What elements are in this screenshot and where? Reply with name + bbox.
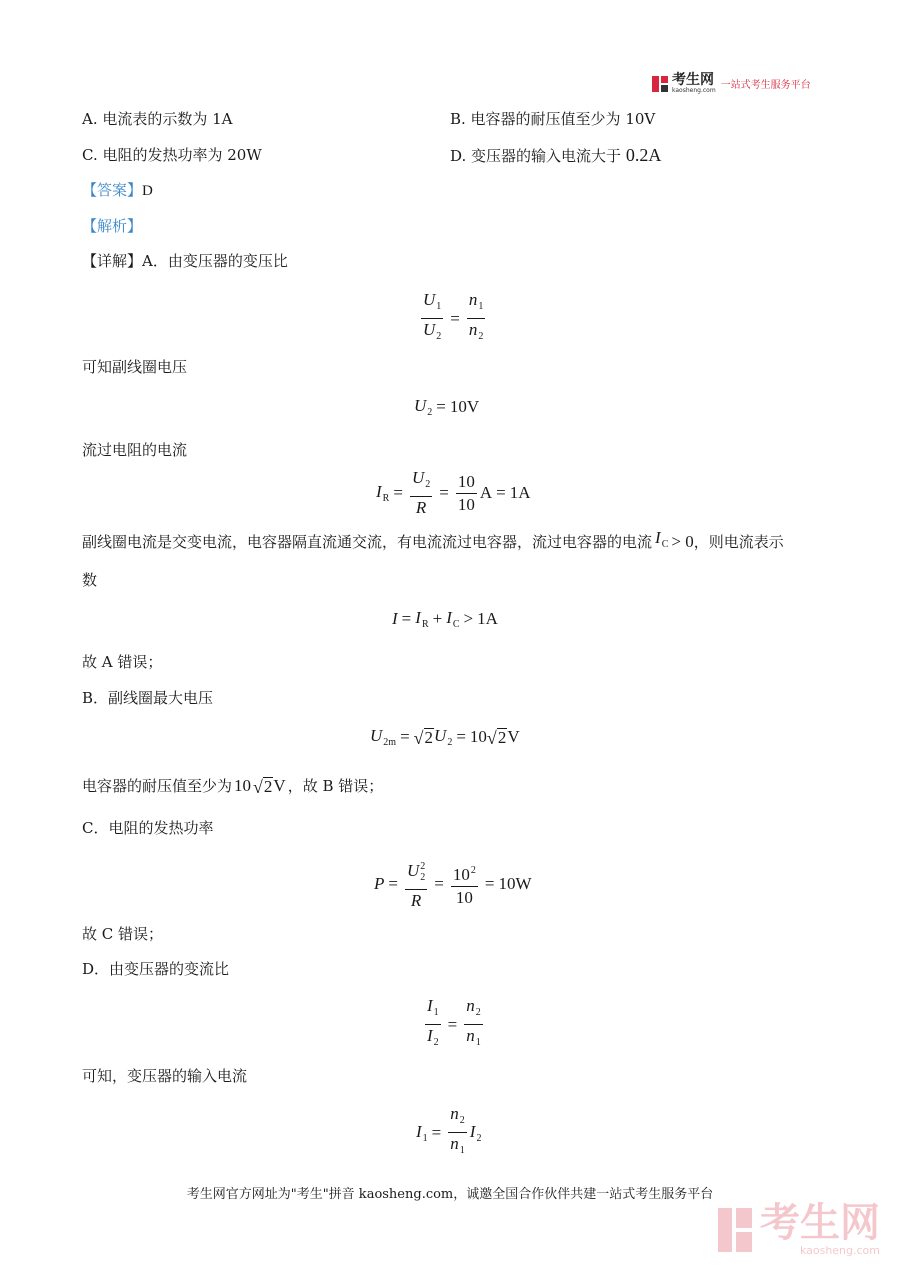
- equation-current-ratio: $\frac{I_1}{I_2}$ = $\frac{n_2}{n_1}$: [427, 996, 481, 1048]
- detail-a: A．由变压器的变压比: [142, 252, 288, 270]
- equation-total-current: I = $I_R$ + $I_C$ > 1A: [392, 608, 498, 630]
- equation-i1: $I_1$ = $\frac{n_2}{n_1}$ $I_2$: [416, 1104, 482, 1156]
- text-secondary-voltage: 可知副线圈电压: [82, 358, 188, 376]
- option-c: C. 电阻的发热功率为 20W: [82, 146, 262, 164]
- text-resistor-current: 流过电阻的电流: [82, 441, 188, 459]
- watermark-text: 考生网: [760, 1200, 880, 1246]
- detail-line: [82, 251, 288, 271]
- option-d-value: 0.2A: [625, 145, 662, 165]
- text-ac-current: 副线圈电流是交变电流，电容器隔直流通交流，有电流流过电容器，流过电容器的电流 $I_C$ > 0 ，则电流表示: [82, 528, 784, 551]
- header-logo: [651, 73, 811, 94]
- logo-slogan: 一站式考生服务平台: [720, 80, 811, 91]
- analysis-label: 【解析】: [82, 217, 143, 235]
- watermark-logo-icon: [716, 1204, 756, 1256]
- equation-voltage-ratio: $\frac{U_1}{U_2}$ = $\frac{n_1}{n_2}$: [423, 290, 484, 342]
- answer-label: 【答案】: [82, 181, 143, 199]
- conclusion-a: 故 A 错误；: [82, 653, 163, 671]
- equation-u2m: $U_{2m}$ = √ 2 $U_2$ = 10 √ 2 V: [370, 726, 520, 748]
- answer-value: D: [142, 183, 153, 199]
- equation-power: P = $\frac{U^2_2}{R}$ = $\frac{10^2}{10}$ = 10W: [374, 857, 532, 911]
- text-b-conclusion: 电容器的耐压值至少为 10 √ 2 V ，故 B 错误；: [82, 776, 384, 797]
- answer-line: [82, 180, 153, 201]
- equation-u2: $U_2$ = 10V: [414, 396, 480, 418]
- logo-brand: 考生网: [672, 72, 714, 88]
- conclusion-c: 故 C 错误；: [82, 925, 164, 943]
- option-d: D. 变压器的输入电流大于 0.2A: [450, 145, 662, 165]
- c-heading: C．电阻的发热功率: [82, 819, 214, 837]
- text-ac-current-cont: 数: [82, 571, 98, 589]
- option-a: A. 电流表的示数为 1A: [82, 110, 233, 128]
- b-heading: B．副线圈最大电压: [82, 689, 214, 707]
- footer-text: 考生网官方网址为"考生"拼音 kaosheng.com，诚邀全国合作伙伴共建一站式考生服务平台: [186, 1187, 714, 1202]
- d-text: 可知，变压器的输入电流: [82, 1067, 248, 1085]
- detail-label: 【详解】: [82, 252, 143, 270]
- logo-domain: kaosheng.com: [672, 87, 716, 94]
- watermark: [716, 1202, 880, 1257]
- equation-ir: $I_R$ = $\frac{U_2}{R}$ = $\frac{10}{10}$ A = 1A: [376, 468, 531, 517]
- option-b: B. 电容器的耐压值至少为 10V: [450, 110, 656, 128]
- d-heading: D．由变压器的变流比: [82, 960, 230, 978]
- logo-mark-icon: [651, 75, 669, 93]
- watermark-domain: kaosheng.com: [799, 1244, 880, 1257]
